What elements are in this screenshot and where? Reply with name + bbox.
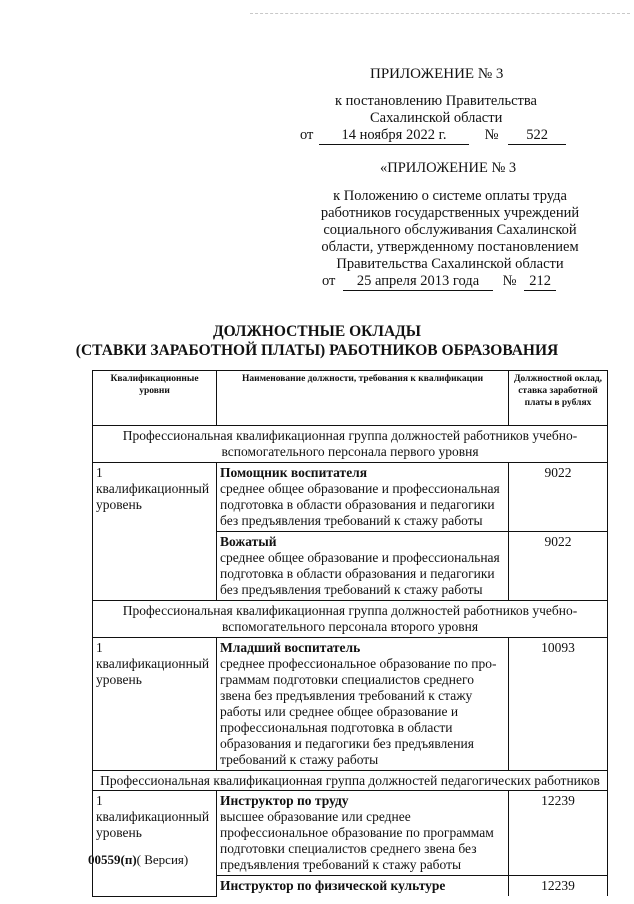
document-code: 00559(п) — [88, 852, 137, 867]
position-requirements: высшее образование или среднее профессиональное образование по программам подготовки специалистов среднего звена без предъявления требований к стажу работы — [220, 809, 494, 872]
salary-table — [92, 370, 608, 897]
nested-number: 212 — [524, 273, 556, 291]
header-level: Квалификационные уровни — [93, 371, 217, 426]
appendix-number-label: № — [484, 127, 499, 143]
salary-value: 12239 — [509, 876, 608, 897]
nested-appendix-line: социального обслуживания Сахалинской — [323, 222, 577, 238]
position-name: Младший воспитатель — [220, 640, 361, 655]
position-name: Помощник воспитателя — [220, 465, 368, 480]
nested-number-label: № — [502, 273, 517, 289]
document-version: ( Версия) — [136, 852, 189, 867]
scan-artifact-line — [250, 13, 630, 14]
position-name: Инструктор по труду — [220, 793, 349, 808]
header-salary: Должностной оклад, ставка заработной платы в рублях — [509, 371, 608, 426]
position-cell — [217, 532, 509, 601]
position-name: Вожатый — [220, 534, 277, 549]
salary-value: 12239 — [509, 791, 608, 876]
qualification-level: 1 квалификационный уровень — [93, 638, 217, 771]
position-cell — [217, 638, 509, 771]
nested-appendix-line: Правительства Сахалинской области — [336, 256, 564, 272]
position-requirements: среднее общее образование и профессиональная подготовка в области образования и педагогики без предъявления требований к стажу работы — [220, 481, 500, 528]
appendix-date: 14 ноября 2022 г. — [319, 127, 469, 145]
qualification-level: 1 квалификационный уровень — [93, 463, 217, 601]
position-requirements: среднее общее образование и профессиональная подготовка в области образования и педагогики без предъявления требований к стажу работы — [220, 550, 500, 597]
table-row — [93, 463, 608, 532]
salary-value: 9022 — [509, 532, 608, 601]
doc-title-line1: ДОЛЖНОСТНЫЕ ОКЛАДЫ — [212, 323, 422, 340]
salary-value: 10093 — [509, 638, 608, 771]
nested-appendix-line: области, утвержденному постановлением — [321, 239, 579, 255]
table-header-row — [93, 371, 608, 426]
nested-from-label: от — [322, 273, 336, 289]
table-row — [93, 638, 608, 771]
position-cell — [217, 463, 509, 532]
appendix-date-line — [300, 127, 600, 145]
position-cell — [217, 876, 509, 897]
group-title: Профессиональная квалификационная группа должностей работников учебно-вспомогательного персонала первого уровня — [93, 426, 608, 463]
group-title: Профессиональная квалификационная группа должностей педагогических работников — [93, 771, 608, 791]
group-row — [93, 601, 608, 638]
salary-value: 9022 — [509, 463, 608, 532]
header-position: Наименование должности, требования к квалификации — [217, 371, 509, 426]
nested-appendix-line: работников государственных учреждений — [320, 205, 580, 221]
appendix-title: ПРИЛОЖЕНИЕ № 3 — [370, 66, 504, 82]
position-cell — [217, 791, 509, 876]
group-row — [93, 771, 608, 791]
nested-appendix-line: к Положению о системе оплаты труда — [333, 188, 567, 204]
group-title: Профессиональная квалификационная группа должностей работников учебно-вспомогательного персонала второго уровня — [93, 601, 608, 638]
doc-title-line2: (СТАВКИ ЗАРАБОТНОЙ ПЛАТЫ) РАБОТНИКОВ ОБРАЗОВАНИЯ — [75, 342, 559, 359]
nested-date: 25 апреля 2013 года — [343, 273, 493, 291]
appendix-number: 522 — [508, 127, 566, 145]
nested-appendix-title: «ПРИЛОЖЕНИЕ № 3 — [380, 160, 517, 176]
appendix-from-label: от — [300, 127, 314, 143]
position-name: Инструктор по физической культуре — [220, 878, 446, 893]
appendix-to-decree: к постановлению Правительства — [335, 93, 537, 109]
footer — [88, 852, 188, 868]
appendix-region: Сахалинской области — [370, 110, 503, 126]
qualification-level: 1 квалификационный уровень — [93, 791, 217, 897]
nested-appendix-date-line — [322, 273, 612, 291]
nested-appendix-text — [300, 188, 600, 273]
group-row — [93, 426, 608, 463]
position-requirements: среднее профессиональное образование по про-граммам подготовки специалистов среднего звена без предъявления требований к стажу работы или среднее общее образование и профессиональная подготовка в области образования и педагогики без предъявления требований к стажу работы — [220, 656, 497, 767]
